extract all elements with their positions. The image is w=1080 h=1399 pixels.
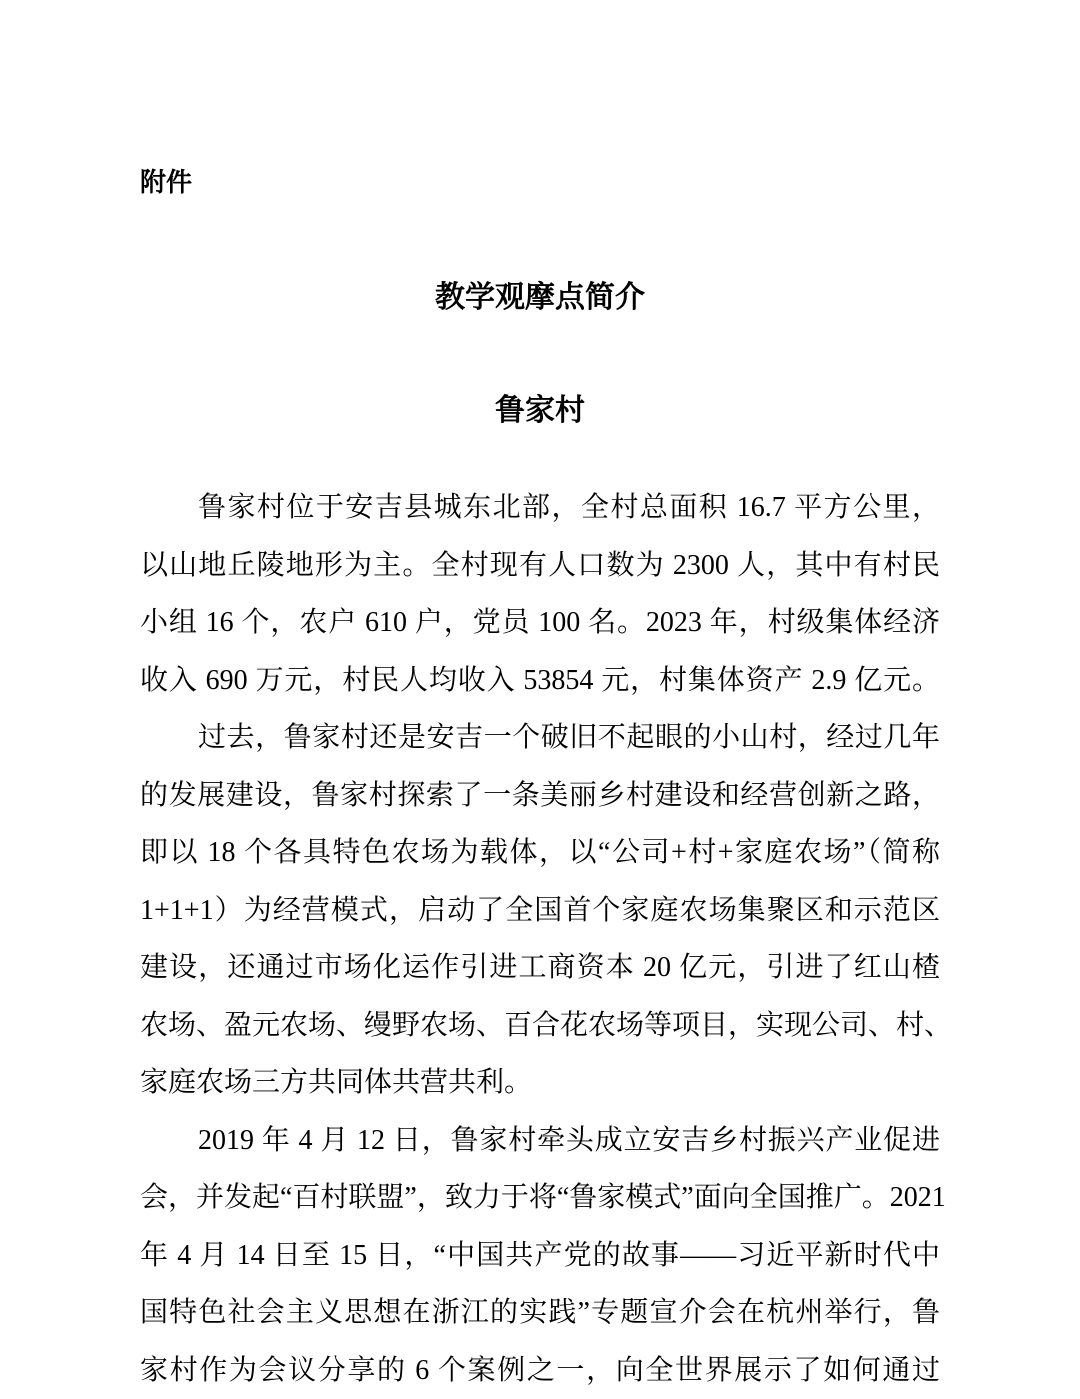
- text-line: 即以 18 个各具特色农场为载体，以“公司+村+家庭农场”（简称: [140, 824, 940, 882]
- paragraph-2: [140, 709, 940, 1112]
- text-line: 年 4 月 14 日至 15 日，“中国共产党的故事——习近平新时代中: [140, 1227, 940, 1285]
- text-line: 收入 690 万元，村民人均收入 53854 元，村集体资产 2.9 亿元。: [140, 652, 940, 710]
- document-title: 教学观摩点简介: [0, 278, 1080, 318]
- text-line: 建设，还通过市场化运作引进工商资本 20 亿元，引进了红山楂: [140, 939, 940, 997]
- text-line: 以山地丘陵地形为主。全村现有人口数为 2300 人，其中有村民: [140, 537, 940, 595]
- text-line: 鲁家村位于安吉县城东北部，全村总面积 16.7 平方公里，: [140, 479, 940, 537]
- text-line: 家村作为会议分享的 6 个案例之一，向全世界展示了如何通过: [140, 1342, 940, 1399]
- text-line: 农场、盈元农场、缦野农场、百合花农场等项目，实现公司、村、: [140, 997, 940, 1055]
- paragraph-3: [140, 1112, 940, 1399]
- text-line: 的发展建设，鲁家村探索了一条美丽乡村建设和经营创新之路，: [140, 767, 940, 825]
- document-body: [140, 479, 940, 1399]
- text-line: 会，并发起“百村联盟”，致力于将“鲁家模式”面向全国推广。2021: [140, 1169, 940, 1227]
- attachment-label: 附件: [140, 166, 192, 200]
- text-line: 1+1+1）为经营模式，启动了全国首个家庭农场集聚区和示范区: [140, 882, 940, 940]
- paragraph-1: [140, 479, 940, 709]
- text-line: 小组 16 个，农户 610 户，党员 100 名。2023 年，村级集体经济: [140, 594, 940, 652]
- section-title: 鲁家村: [0, 391, 1080, 431]
- text-line: 过去，鲁家村还是安吉一个破旧不起眼的小山村，经过几年: [140, 709, 940, 767]
- text-line: 2019 年 4 月 12 日，鲁家村牵头成立安吉乡村振兴产业促进: [140, 1112, 940, 1170]
- text-line: 家庭农场三方共同体共营共利。: [140, 1054, 940, 1112]
- text-line: 国特色社会主义思想在浙江的实践”专题宣介会在杭州举行，鲁: [140, 1284, 940, 1342]
